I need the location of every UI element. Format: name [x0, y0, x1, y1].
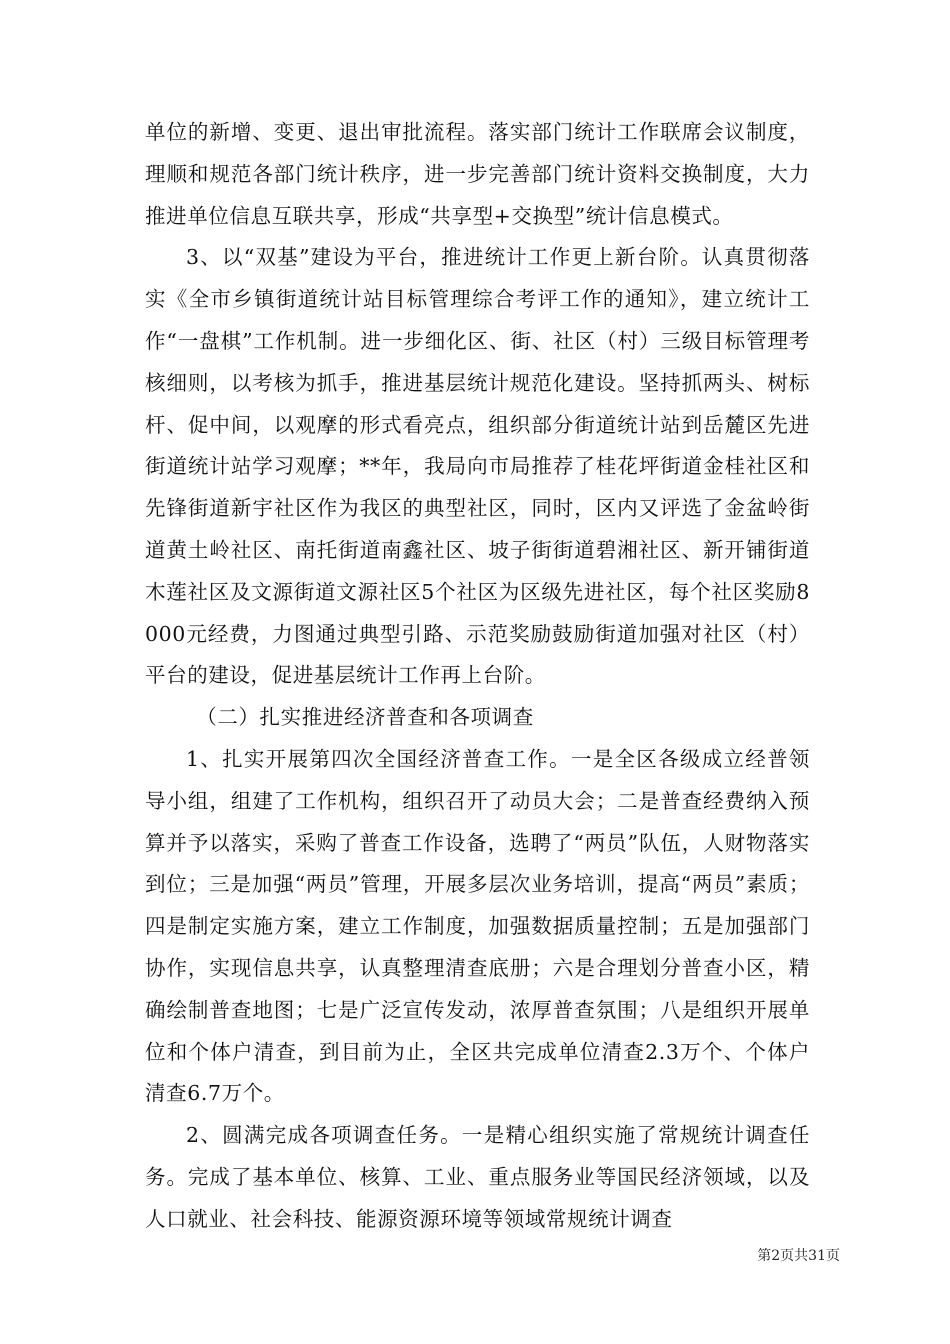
paragraph-shuangji: 3、以“双基”建设为平台，推进统计工作更上新台阶。认真贯彻落实《全市乡镇街道统计站目标管理综合考评工作的通知》，建立统计工作“一盘棋”工作机制。进一步细化区、街、社区（村）三级目标管理考核细则，以考核为抓手，推进基层统计规范化建设。坚持抓两头、树标杆、促中间，以观摩的形式看亮点，组织部分街道统计站到岳麓区先进街道统计站学习观摩；**年，我局向市局推荐了桂花坪街道金桂社区和先锋街道新宇社区作为我区的典型社区，同时，区内又评选了金盆岭街道黄土岭社区、南托街道南鑫社区、坡子街街道碧湘社区、新开铺街道木莲社区及文源街道文源社区5个社区为区级先进社区，每个社区奖励8000元经费，力图通过典型引路、示范奖励鼓励街道加强对社区（村）平台的建设，促进基层统计工作再上台阶。 — [145, 245, 810, 688]
paragraph-continuation: 单位的新增、变更、退出审批流程。落实部门统计工作联席会议制度，理顺和规范各部门统计秩序，进一步完善部门统计资料交换制度，大力推进单位信息互联共享，形成“共享型+交换型”统计信息模式。 — [145, 120, 810, 228]
paragraph-economic-census: 1、扎实开展第四次全国经济普查工作。一是全区各级成立经普领导小组，组建了工作机构，组织召开了动员大会；二是普查经费纳入预算并予以落实，采购了普查工作设备，选聘了“两员”队伍，人财物落实到位；三是加强“两员”管理，开展多层次业务培训，提高“两员”素质；四是制定实施方案，建立工作制度，加强数据质量控制；五是加强部门协作，实现信息共享，认真整理清查底册；六是合理划分普查小区，精确绘制普查地图；七是广泛宣传发动，浓厚普查氛围；八是组织开展单位和个体户清查，到目前为止，全区共完成单位清查2.3万个、个体户清查6.7万个。 — [145, 746, 810, 1106]
document-body — [145, 112, 810, 1241]
paragraph-survey-tasks: 2、圆满完成各项调查任务。一是精心组织实施了常规统计调查任务。完成了基本单位、核算、工业、重点服务业等国民经济领域，以及人口就业、社会科技、能源资源环境等领域常规统计调查 — [145, 1123, 810, 1231]
section-heading: （二）扎实推进经济普查和各项调查 — [196, 705, 534, 730]
page-number-footer: 第2页共31页 — [757, 1248, 840, 1264]
